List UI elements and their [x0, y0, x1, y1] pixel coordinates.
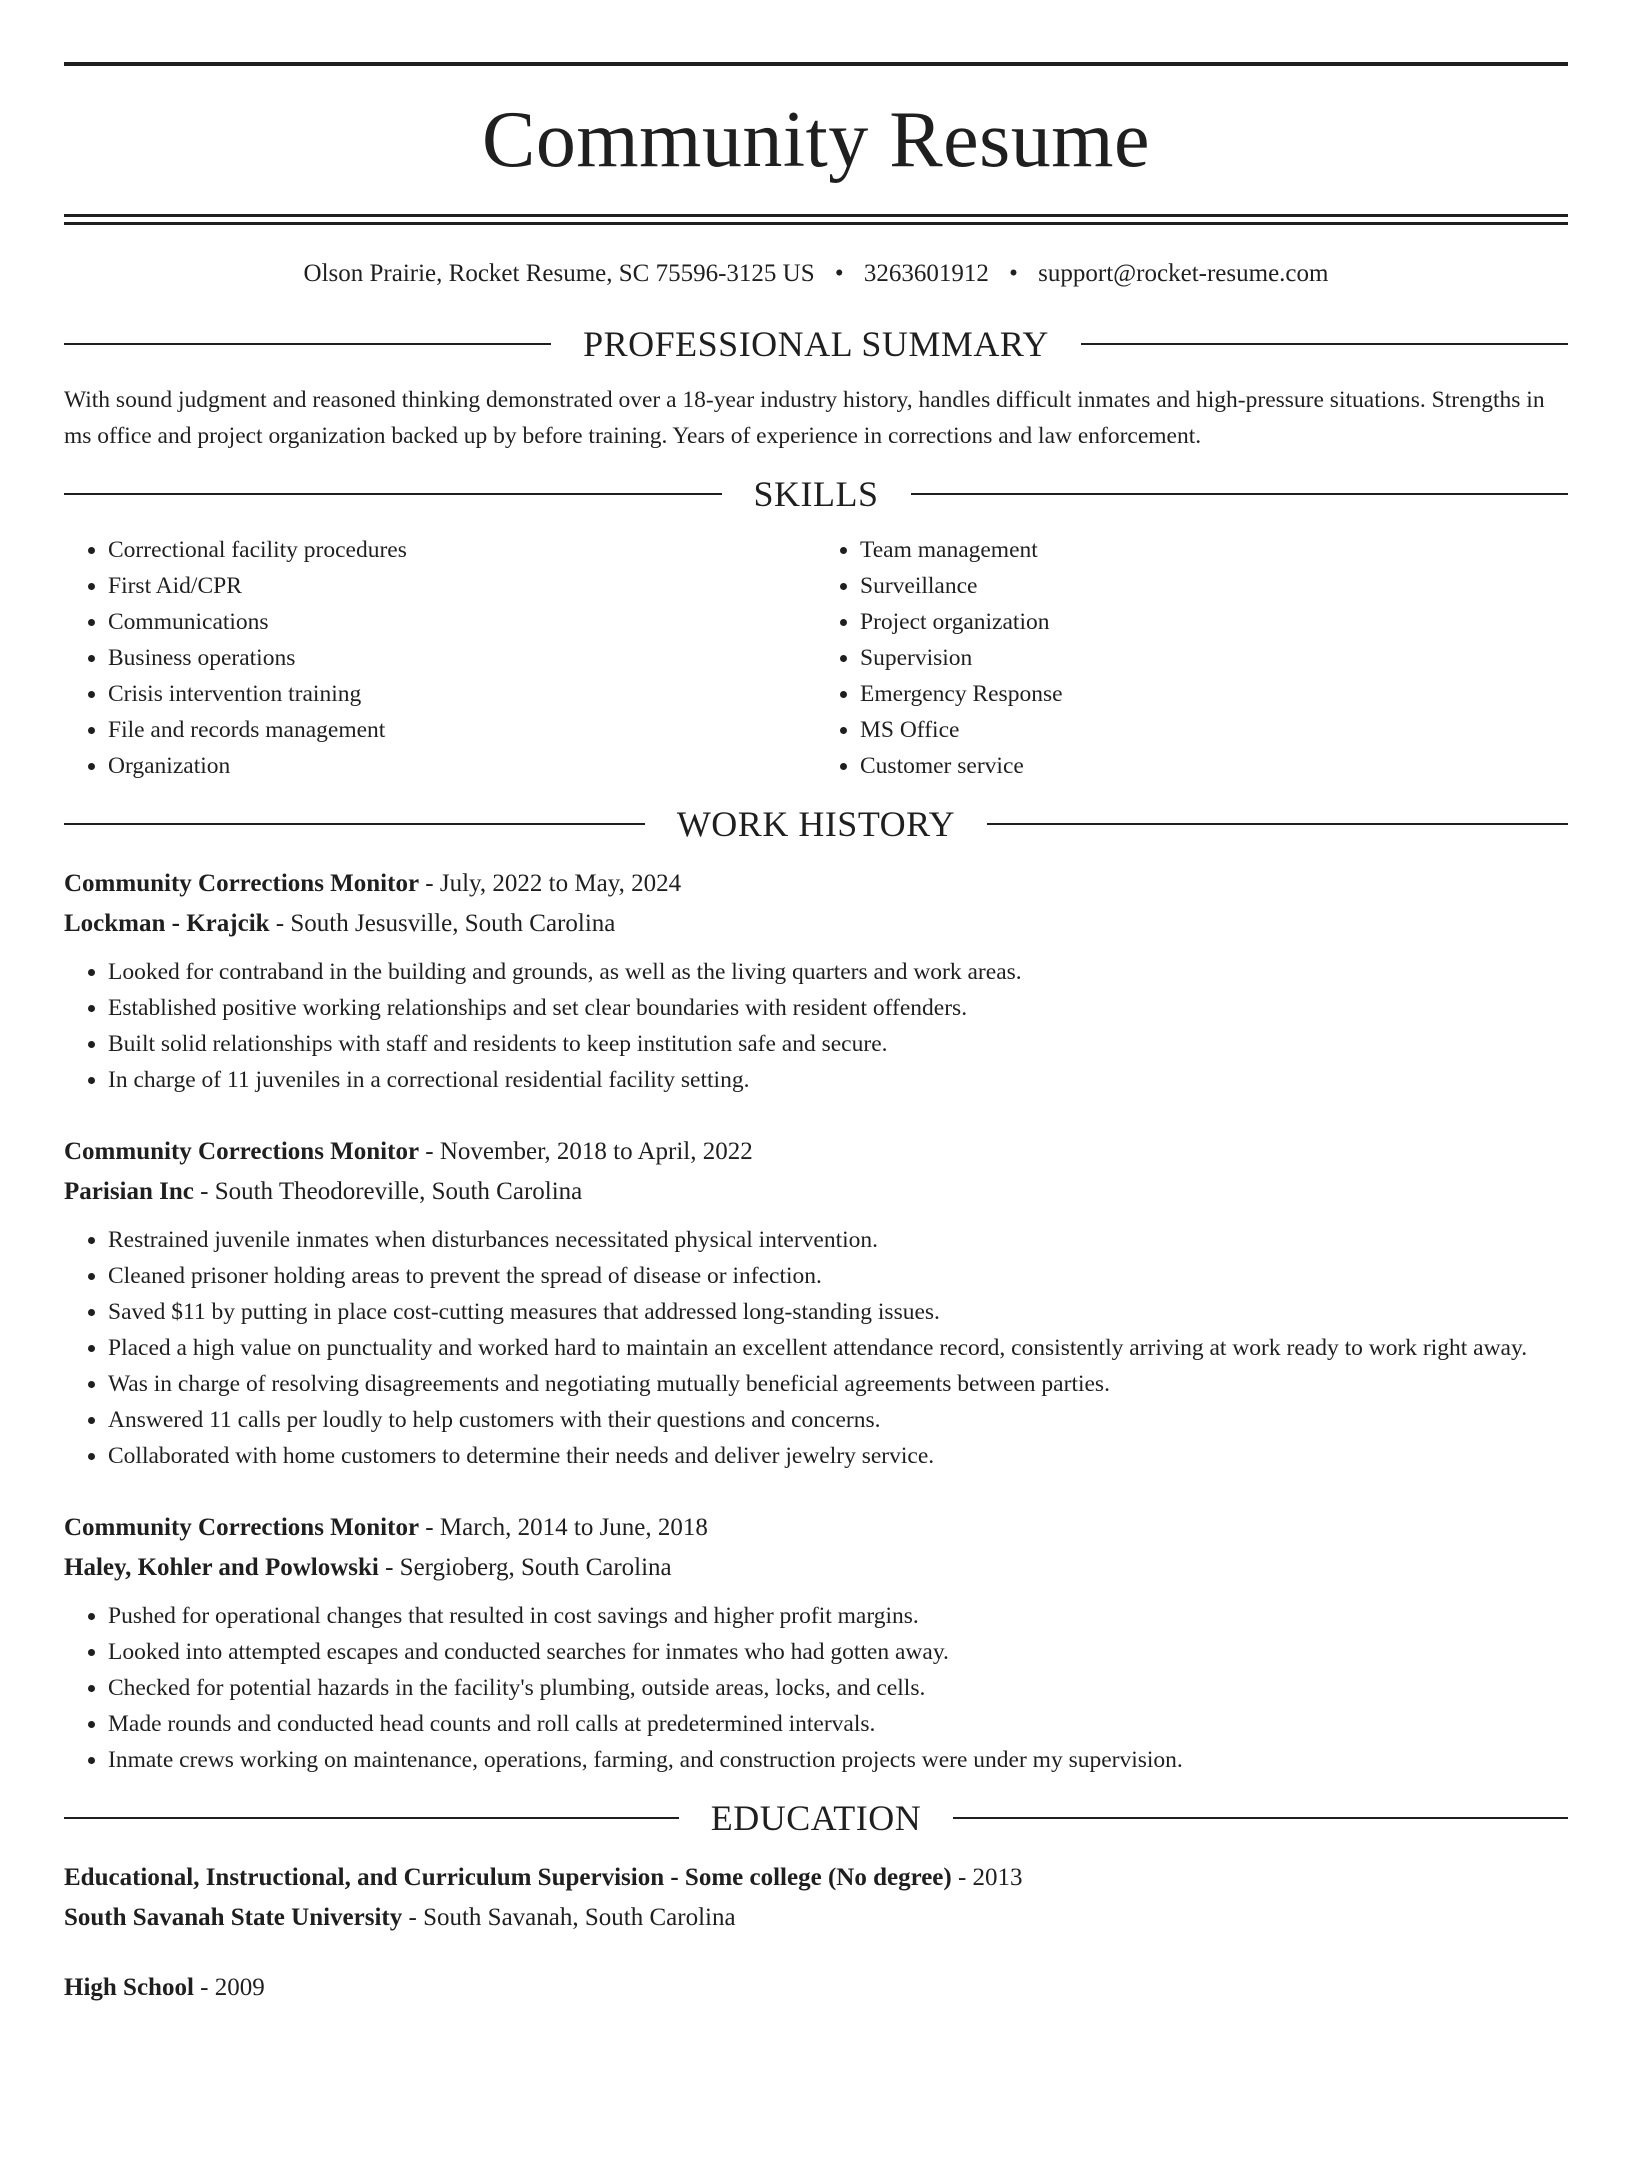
section-rule [911, 493, 1569, 495]
job-bullet: • Pushed for operational changes that resulted in cost savings and higher profit margins. [108, 1598, 1568, 1634]
skill-item: • Correctional facility procedures [108, 532, 816, 568]
job-location: - South Jesusville, South Carolina [269, 910, 616, 937]
skill-item: • Customer service [860, 748, 1568, 784]
summary-text: With sound judgment and reasoned thinking demonstrated over a 18-year industry history, handles difficult inmates and high-pressure situations. Strengths in ms office and project organization backed up by before training. Years of experience in corrections and law enforcement. [64, 387, 1545, 449]
job-dates: - March, 2014 to June, 2018 [419, 1514, 708, 1541]
education-degree-line [64, 1858, 1568, 1898]
job-entry [64, 864, 1568, 1098]
job-bullets [64, 1222, 1568, 1474]
job-bullet: • Made rounds and conducted head counts and roll calls at predetermined intervals. [108, 1706, 1568, 1742]
job-company: Lockman - Krajcik [64, 910, 270, 937]
education-location: - South Savanah, South Carolina [402, 1904, 736, 1931]
section-heading-education [64, 1800, 1568, 1836]
job-bullet: • Answered 11 calls per loudly to help customers with their questions and concerns. [108, 1402, 1568, 1438]
job-entry [64, 1132, 1568, 1474]
job-bullet: • Looked into attempted escapes and conducted searches for inmates who had gotten away. [108, 1634, 1568, 1670]
job-bullet: • Inmate crews working on maintenance, operations, farming, and construction projects were under my supervision. [108, 1742, 1568, 1778]
skill-item: • Communications [108, 604, 816, 640]
job-company: Haley, Kohler and Powlowski [64, 1554, 379, 1581]
job-bullets [64, 1598, 1568, 1778]
job-location: - Sergioberg, South Carolina [378, 1554, 672, 1581]
top-rule [64, 62, 1568, 66]
job-title: Community Corrections Monitor [64, 1514, 420, 1541]
skill-item: • File and records management [108, 712, 816, 748]
education-degree: High School [64, 1974, 194, 2001]
job-dates: - November, 2018 to April, 2022 [419, 1138, 753, 1165]
job-entry [64, 1508, 1568, 1778]
title-double-rule [64, 214, 1568, 225]
education-degree-line [64, 1968, 1568, 2008]
job-bullet: • Cleaned prisoner holding areas to prevent the spread of disease or infection. [108, 1258, 1568, 1294]
job-bullet: • Looked for contraband in the building and grounds, as well as the living quarters and work areas. [108, 954, 1568, 990]
contact-address: Olson Prairie, Rocket Resume, SC 75596-3125 US [303, 260, 815, 287]
skill-item: • Business operations [108, 640, 816, 676]
section-heading-skills [64, 476, 1568, 512]
skill-item: • Supervision [860, 640, 1568, 676]
section-title: SKILLS [753, 474, 879, 514]
job-bullet: • Collaborated with home customers to determine their needs and deliver jewelry service. [108, 1438, 1568, 1474]
contact-phone: 3263601912 [863, 260, 989, 287]
job-location: - South Theodoreville, South Carolina [193, 1178, 583, 1205]
education-school: South Savanah State University [64, 1904, 403, 1931]
education-entry [64, 1968, 1568, 2008]
education-entry [64, 1858, 1568, 1938]
section-title: PROFESSIONAL SUMMARY [583, 324, 1049, 364]
job-company-line [64, 1548, 1568, 1588]
skill-item: • Project organization [860, 604, 1568, 640]
section-title: WORK HISTORY [676, 804, 956, 844]
job-dates: - July, 2022 to May, 2024 [419, 870, 682, 897]
education-year: - 2013 [951, 1864, 1023, 1891]
skills-column-right [816, 532, 1568, 784]
job-title-line [64, 1508, 1568, 1548]
job-bullet: • Established positive working relationships and set clear boundaries with resident offenders. [108, 990, 1568, 1026]
skill-item: • Crisis intervention training [108, 676, 816, 712]
skill-item: • First Aid/CPR [108, 568, 816, 604]
section-rule [953, 1817, 1568, 1819]
contact-email: support@rocket-resume.com [1038, 260, 1329, 287]
skills-list [64, 532, 1568, 784]
skill-item: • MS Office [860, 712, 1568, 748]
resume-page [0, 62, 1632, 2174]
section-rule [64, 823, 645, 825]
contact-separator: • [1009, 260, 1018, 287]
job-company-line [64, 1172, 1568, 1212]
job-bullets [64, 954, 1568, 1098]
resume-title: Community Resume [482, 96, 1150, 184]
skill-item: • Team management [860, 532, 1568, 568]
skill-item: • Emergency Response [860, 676, 1568, 712]
section-rule [1081, 343, 1568, 345]
section-rule [64, 493, 722, 495]
skills-column-left [64, 532, 816, 784]
section-heading-summary [64, 326, 1568, 362]
education-list [64, 1858, 1568, 2008]
contact-separator: • [834, 260, 844, 287]
skill-item: • Organization [108, 748, 816, 784]
job-bullet: • Checked for potential hazards in the facility's plumbing, outside areas, locks, and cells. [108, 1670, 1568, 1706]
job-bullet: • Restrained juvenile inmates when disturbances necessitated physical intervention. [108, 1222, 1568, 1258]
section-title: EDUCATION [710, 1798, 922, 1838]
job-title: Community Corrections Monitor [64, 870, 420, 897]
job-bullet: • Built solid relationships with staff and residents to keep institution safe and secure. [108, 1026, 1568, 1062]
skill-item: • Surveillance [860, 568, 1568, 604]
job-bullet: • Was in charge of resolving disagreements and negotiating mutually beneficial agreements between parties. [108, 1366, 1568, 1402]
job-bullet: • Saved $11 by putting in place cost-cutting measures that addressed long-standing issues. [108, 1294, 1568, 1330]
job-company: Parisian Inc [64, 1178, 194, 1205]
job-title-line [64, 864, 1568, 904]
job-bullet: • Placed a high value on punctuality and worked hard to maintain an excellent attendance record, consistently arriving at work ready to work right away. [108, 1330, 1568, 1366]
job-company-line [64, 904, 1568, 944]
job-bullet: • In charge of 11 juveniles in a correctional residential facility setting. [108, 1062, 1568, 1098]
section-rule [987, 823, 1568, 825]
section-rule [64, 343, 551, 345]
work-history [64, 864, 1568, 1778]
section-heading-work [64, 806, 1568, 842]
education-school-line [64, 1898, 1568, 1938]
job-title: Community Corrections Monitor [64, 1138, 420, 1165]
education-year: - 2009 [193, 1974, 265, 2001]
contact-line [64, 261, 1568, 286]
section-rule [64, 1817, 679, 1819]
education-degree: Educational, Instructional, and Curriculum Supervision - Some college (No degree) [64, 1864, 952, 1891]
job-title-line [64, 1132, 1568, 1172]
